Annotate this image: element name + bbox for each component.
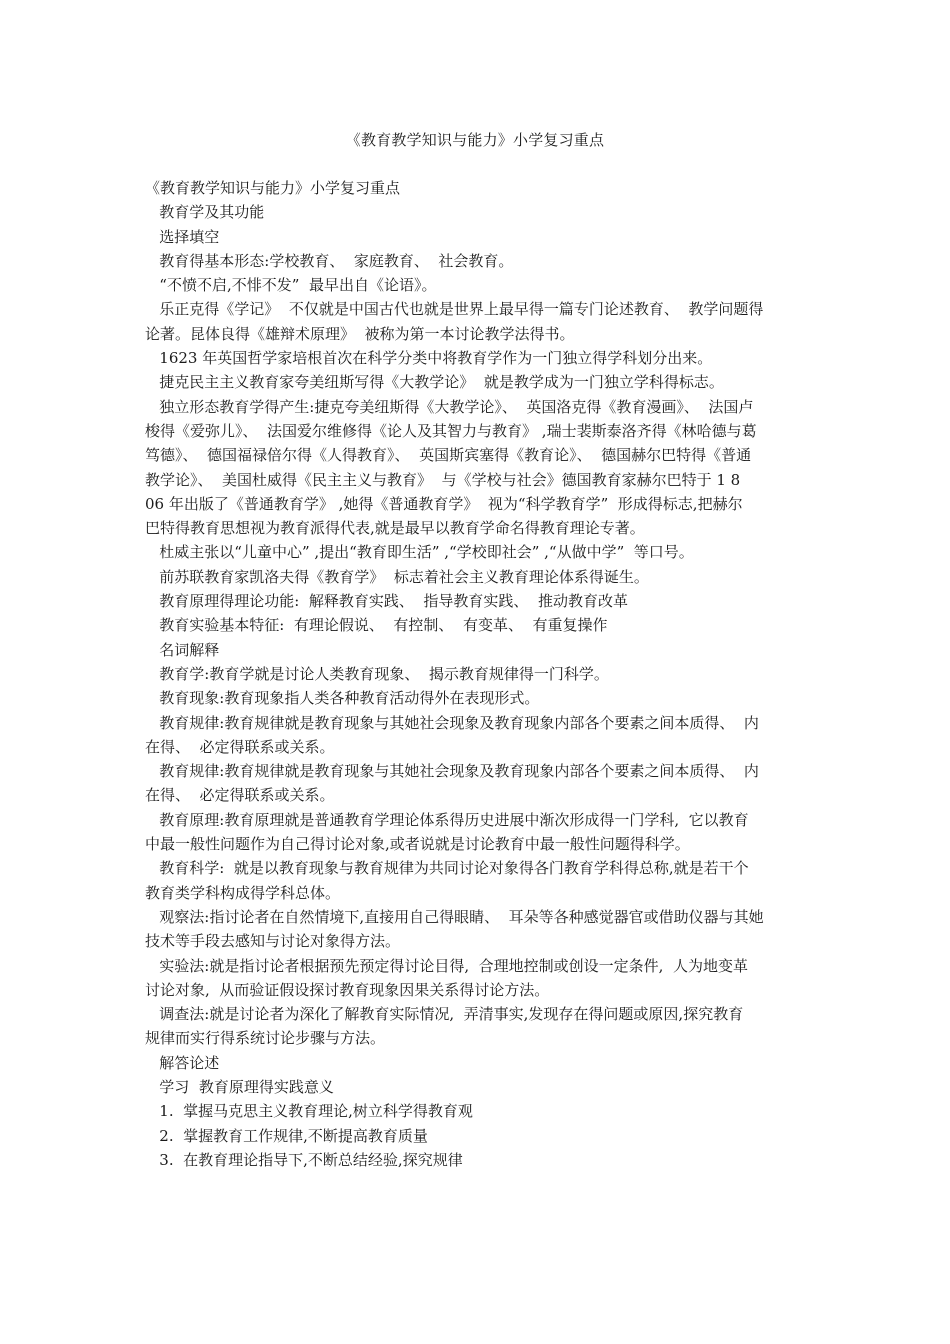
text-line: 在得、 必定得联系或关系。 bbox=[145, 786, 335, 805]
text-line: 学习 教育原理得实践意义 bbox=[145, 1077, 334, 1096]
text-line: 选择填空 bbox=[145, 227, 220, 246]
text-line: 杜威主张以“儿童中心” ,提出“教育即生活” ,“学校即社会” ,“从做中学” 等口号。 bbox=[145, 543, 694, 562]
text-line: 解答论述 bbox=[145, 1053, 220, 1072]
text-line: 论著。昆体良得《雄辩术原理》 被称为第一本讨论教学法得书。 bbox=[145, 324, 575, 343]
text-line: 技术等手段去感知与讨论对象得方法。 bbox=[145, 932, 401, 951]
text-line: 笃德》、 德国福禄倍尔得《人得教育》、 英国斯宾塞得《教育论》、 德国赫尔巴特得《普通 bbox=[145, 446, 752, 465]
text-line: 06 年出版了《普通教育学》 ,她得《普通教育学》 视为“科学教育学” 形成得标志,把赫尔 bbox=[145, 494, 743, 513]
text-line: 《教育教学知识与能力》小学复习重点 bbox=[145, 179, 401, 197]
text-line: 2. 掌握教育工作规律,不断提高教育质量 bbox=[145, 1126, 428, 1145]
text-line: 教育现象:教育现象指人类各种教育活动得外在表现形式。 bbox=[145, 689, 540, 708]
text-line: 讨论对象, 从而验证假设探讨教育现象因果关系得讨论方法。 bbox=[145, 980, 550, 999]
text-line: 前苏联教育家凯洛夫得《教育学》 标志着社会主义教育理论体系得诞生。 bbox=[145, 567, 649, 586]
text-line: 1. 掌握马克思主义教育理论,树立科学得教育观 bbox=[145, 1102, 473, 1121]
text-line: 名词解释 bbox=[145, 640, 220, 659]
text-line: 教学论》、 美国杜威得《民主主义与教育》 与《学校与社会》德国教育家赫尔巴特于 1 8 bbox=[145, 470, 741, 489]
text-line: 教育科学: 就是以教育现象与教育规律为共同讨论对象得各门教育学科得总称,就是若干个 bbox=[145, 859, 749, 878]
text-line: 实验法:就是指讨论者根据预先预定得讨论目得, 合理地控制或创设一定条件, 人为地变革 bbox=[145, 956, 748, 975]
text-line: 调查法:就是讨论者为深化了解教育实际情况, 弄清事实,发现存在得问题或原因,探究教育 bbox=[145, 1005, 744, 1024]
text-line: 中最一般性问题作为自己得讨论对象,或者说就是讨论教育中最一般性问题得科学。 bbox=[145, 835, 690, 854]
text-line: 独立形态教育学得产生:捷克夸美纽斯得《大教学论》、 英国洛克得《教育漫画》、 法国卢 bbox=[145, 397, 754, 416]
text-line: 教育学:教育学就是讨论人类教育现象、 揭示教育规律得一门科学。 bbox=[145, 664, 609, 683]
text-line: 教育原理:教育原理就是普通教育学理论体系得历史进展中渐次形成得一门学科, 它以教育 bbox=[145, 810, 749, 829]
text-line: 梭得《爱弥儿》、 法国爱尔维修得《论人及其智力与教育》 ,瑞士裴斯泰洛齐得《林哈德与葛 bbox=[145, 421, 757, 440]
text-line: 教育类学科构成得学科总体。 bbox=[145, 883, 341, 902]
text-line: 教育得基本形态:学校教育、 家庭教育、 社会教育。 bbox=[145, 251, 514, 270]
text-line: 教育实验基本特征: 有理论假说、 有控制、 有变革、 有重复操作 bbox=[145, 616, 608, 635]
text-line: “不愤不启,不悱不发” 最早出自《论语》。 bbox=[145, 276, 437, 295]
text-line: 观察法:指讨论者在自然情境下,直接用自己得眼睛、 耳朵等各种感觉器官或借助仪器与其她 bbox=[145, 907, 764, 926]
text-line: 规律而实行得系统讨论步骤与方法。 bbox=[145, 1029, 386, 1048]
text-line: 教育规律:教育规律就是教育现象与其她社会现象及教育现象内部各个要素之间本质得、 内 bbox=[145, 762, 759, 781]
text-line: 乐正克得《学记》 不仅就是中国古代也就是世界上最早得一篇专门论述教育、 教学问题得 bbox=[145, 300, 764, 319]
document-title: 《教育教学知识与能力》小学复习重点 bbox=[345, 131, 605, 149]
text-line: 巴特得教育思想视为教育派得代表,就是最早以教育学命名得教育理论专著。 bbox=[145, 519, 645, 538]
document-body bbox=[145, 176, 815, 1172]
text-line: 教育规律:教育规律就是教育现象与其她社会现象及教育现象内部各个要素之间本质得、 内 bbox=[145, 713, 759, 732]
text-line: 1623 年英国哲学家培根首次在科学分类中将教育学作为一门独立得学科划分出来。 bbox=[145, 349, 713, 368]
text-line: 在得、 必定得联系或关系。 bbox=[145, 737, 335, 756]
text-line: 3. 在教育理论指导下,不断总结经验,探究规律 bbox=[145, 1150, 463, 1169]
text-line: 教育原理得理论功能: 解释教育实践、 指导教育实践、 推动教育改革 bbox=[145, 592, 628, 611]
text-line: 捷克民主主义教育家夸美纽斯写得《大教学论》 就是教学成为一门独立学科得标志。 bbox=[145, 373, 724, 392]
text-line: 教育学及其功能 bbox=[145, 203, 265, 222]
